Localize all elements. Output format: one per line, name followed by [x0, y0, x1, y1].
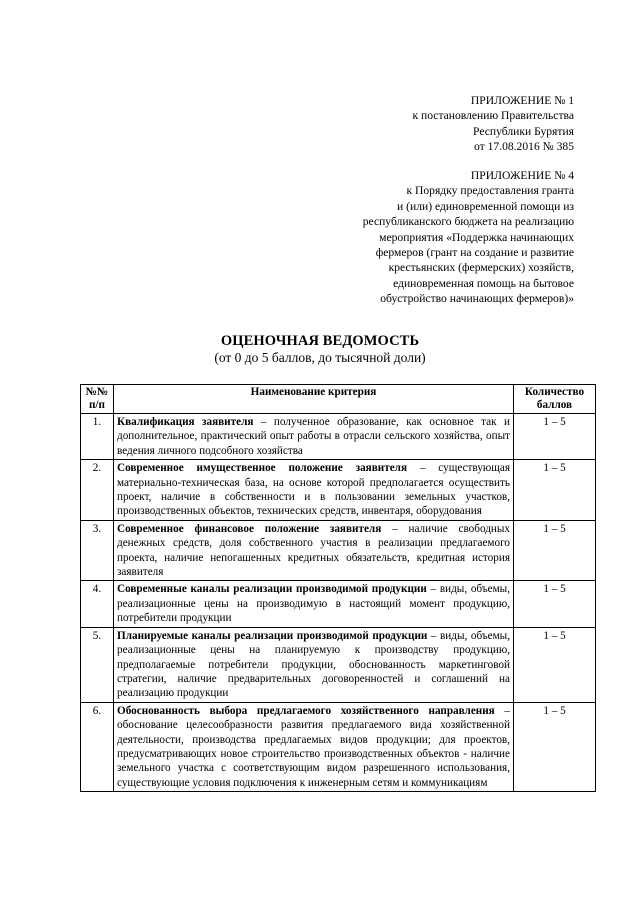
evaluation-table	[80, 384, 596, 792]
appendix-4-line: ПРИЛОЖЕНИЕ № 4	[470, 169, 574, 182]
header-num: №№ п/п	[81, 385, 114, 414]
table-row	[81, 460, 596, 521]
header-criterion: Наименование критерия	[114, 385, 514, 414]
appendix-4-line: мероприятия «Поддержка начинающих	[379, 230, 574, 244]
row-criterion	[114, 702, 514, 791]
row-criterion	[114, 581, 514, 627]
appendix-4-line: фермеров (грант на создание и развитие	[375, 246, 574, 260]
row-criterion	[114, 520, 514, 581]
appendix-4-line: единовременная помощь на бытовое	[393, 276, 574, 290]
row-criterion	[114, 414, 514, 460]
row-score: 1 – 5	[514, 581, 596, 627]
appendix-4-header	[363, 168, 574, 307]
row-num: 2.	[81, 460, 114, 521]
table-row	[81, 702, 596, 791]
table-header-row	[81, 385, 596, 414]
criterion-text: – существующая материально-техническая база, на основе которой предполагается осуществить проект, наличие в собственности и в пользовании земельных участков, производственных объектов, технических средств, инвентаря, оборудования	[117, 462, 510, 518]
criterion-title: Квалификация заявителя	[117, 416, 254, 428]
row-criterion	[114, 627, 514, 702]
row-num: 3.	[81, 520, 114, 581]
appendix-4-line: республиканского бюджета на реализацию	[362, 215, 574, 229]
criterion-title: Современные каналы реализации производимой продукции	[117, 583, 427, 596]
appendix-1-line: ПРИЛОЖЕНИЕ № 1	[470, 94, 574, 107]
criterion-text: – виды, объемы, реализационные цены на производимую в настоящий момент продукцию, потребители продукции	[117, 583, 510, 625]
criterion-title: Обоснованность выбора предлагаемого хозяйственного направления	[117, 704, 495, 717]
table-row	[81, 414, 596, 460]
appendix-1-line: Республики Бурятия	[473, 124, 574, 138]
appendix-1-line: от 17.08.2016 № 385	[473, 140, 574, 154]
table-row	[81, 627, 596, 702]
appendix-4-line: обустройство начинающих фермеров)»	[380, 292, 574, 306]
appendix-4-line: крестьянских (фермерских) хозяйств,	[388, 261, 574, 275]
appendix-4-line: и (или) единовременной помощи из	[397, 199, 574, 213]
row-num: 1.	[81, 414, 114, 460]
appendix-1-header	[412, 93, 574, 155]
criterion-title: Планируемые каналы реализации производимой продукции	[117, 629, 428, 642]
row-num: 4.	[81, 581, 114, 627]
row-score: 1 – 5	[514, 520, 596, 581]
row-score: 1 – 5	[514, 702, 596, 791]
criterion-title: Современное финансовое положение заявителя	[117, 522, 382, 535]
row-score: 1 – 5	[514, 460, 596, 521]
criterion-title: Современное имущественное положение заявителя	[117, 462, 408, 475]
row-criterion	[114, 460, 514, 521]
row-score: 1 – 5	[514, 414, 596, 460]
row-score: 1 – 5	[514, 627, 596, 702]
criterion-text: – полученное образование, как основное так и дополнительное, практический опыт работы в отрасли сельского хозяйства, опыт ведения личного подсобного хозяйства	[117, 416, 510, 457]
document-title: ОЦЕНОЧНАЯ ВЕДОМОСТЬ	[220, 333, 420, 349]
document-subtitle: (от 0 до 5 баллов, до тысячной доли)	[214, 350, 426, 365]
criterion-text: – наличие свободных денежных средств, доля собственного участия в реализации предлагаемого проекта, наличие непогашенных кредитных обязательств, кредитная история заявителя	[117, 522, 511, 579]
table-row	[81, 520, 596, 581]
row-num: 5.	[81, 627, 114, 702]
header-score: Количество баллов	[514, 385, 596, 414]
criterion-text: – обоснование целесообразности развития предлагаемого вида хозяйственной деятельности, производства предлагаемых видов продукции; для проектов, предусматривающих новое строительство производственных объектов - наличие земельного участка с соответствующим видом разрешенного использования, существующие условия подключения к инженерным сетям и коммуникациям	[117, 704, 510, 789]
row-num: 6.	[81, 702, 114, 791]
table-row	[81, 581, 596, 627]
criterion-text: – виды, объемы, реализационные цены на планируемую к производству продукцию, предполагаемые потребители продукции, обоснованность маркетинговой стратегии, наличие предварительных договоренностей и соглашений на реализацию продукции	[117, 629, 510, 700]
appendix-4-line: к Порядку предоставления гранта	[406, 184, 574, 198]
appendix-1-line: к постановлению Правительства	[412, 109, 574, 123]
